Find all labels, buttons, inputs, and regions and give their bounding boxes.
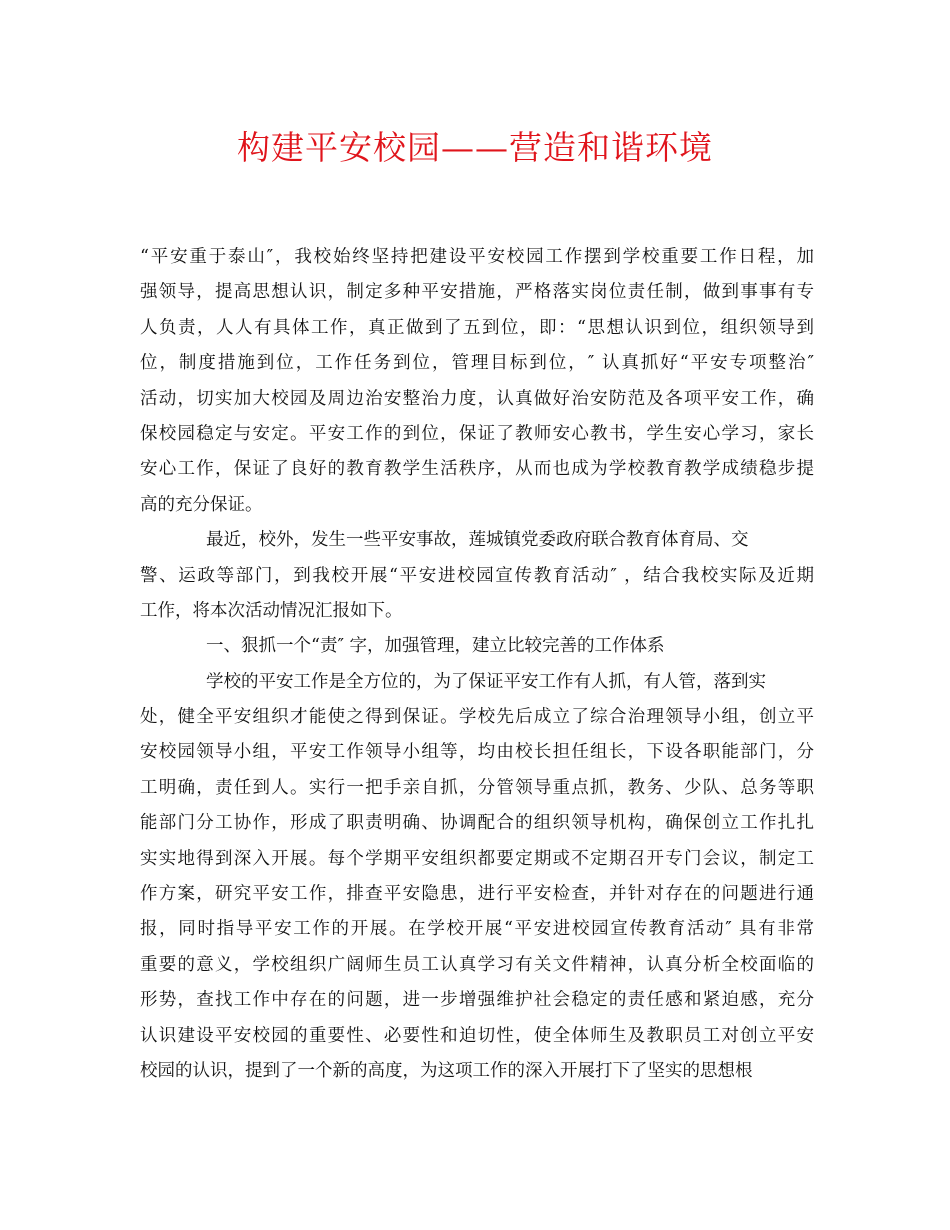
- text-line: 安心工作，保证了良好的教育教学生活秩序，从而也成为学校教育教学成绩稳步提: [140, 459, 814, 480]
- text-line: 作方案，研究平安工作，排查平安隐患，进行平安检查，并针对存在的问题进行通: [140, 884, 814, 905]
- text-line: 工作，将本次活动情况汇报如下。: [140, 600, 403, 621]
- text-line: “平安重于泰山″，我校始终坚持把建设平安校园工作摆到学校重要工作日程，加: [140, 247, 814, 267]
- text-line: 强领导，提高思想认识，制定多种平安措施，严格落实岗位责任制，做到事事有专: [140, 282, 814, 303]
- text-line: 校园的认识，提到了一个新的高度，为这项工作的深入开展打下了坚实的思想根: [140, 1060, 753, 1081]
- text-line: 人负责，人人有具体工作，真正做到了五到位，即：“思想认识到位，组织领导到: [140, 317, 814, 338]
- text-line: 认识建设平安校园的重要性、必要性和迫切性，使全体师生及教职员工对创立平安: [140, 1025, 814, 1046]
- text-line: 安校园领导小组，平安工作领导小组等，均由校长担任组长，下设各职能部门，分: [140, 742, 814, 763]
- document-title: 构建平安校园——营造和谐环境: [237, 128, 713, 167]
- text-line: 学校的平安工作是全方位的，为了保证平安工作有人抓，有人管，落到实: [206, 671, 766, 692]
- text-line: 最近，校外，发生一些平安事故，莲城镇党委政府联合教育体育局、交: [206, 530, 749, 551]
- text-line: 报，同时指导平安工作的开展。在学校开展“平安进校园宣传教育活动″ 具有非常: [140, 919, 814, 940]
- text-line: 高的充分保证。: [140, 494, 263, 515]
- document-body: [140, 240, 814, 1089]
- text-line: 能部门分工协作，形成了职责明确、协调配合的组织领导机构，确保创立工作扎扎: [140, 813, 814, 834]
- text-line: 工明确，责任到人。实行一把手亲自抓，分管领导重点抓，教务、少队、总务等职: [140, 777, 814, 798]
- text-line: 警、运政等部门，到我校开展“平安进校园宣传教育活动″ ，结合我校实际及近期: [140, 565, 814, 586]
- text-line: 实实地得到深入开展。每个学期平安组织都要定期或不定期召开专门会议，制定工: [140, 848, 814, 869]
- text-line: 活动，切实加大校园及周边治安整治力度，认真做好治安防范及各项平安工作，确: [140, 388, 814, 409]
- text-line: 重要的意义，学校组织广阔师生员工认真学习有关文件精神，认真分析全校面临的: [140, 954, 814, 975]
- text-line: 处，健全平安组织才能使之得到保证。学校先后成立了综合治理领导小组，创立平: [140, 707, 814, 728]
- text-line: 形势，查找工作中存在的问题，进一步增强维护社会稳定的责任感和紧迫感，充分: [140, 990, 814, 1011]
- text-line: 位，制度措施到位，工作任务到位，管理目标到位，″ 认真抓好“平安专项整治″: [140, 353, 814, 374]
- text-line: 保校园稳定与安定。平安工作的到位，保证了教师安心教书，学生安心学习，家长: [140, 423, 814, 444]
- text-line: 一、狠抓一个“责″ 字，加强管理，建立比较完善的工作体系: [206, 636, 665, 657]
